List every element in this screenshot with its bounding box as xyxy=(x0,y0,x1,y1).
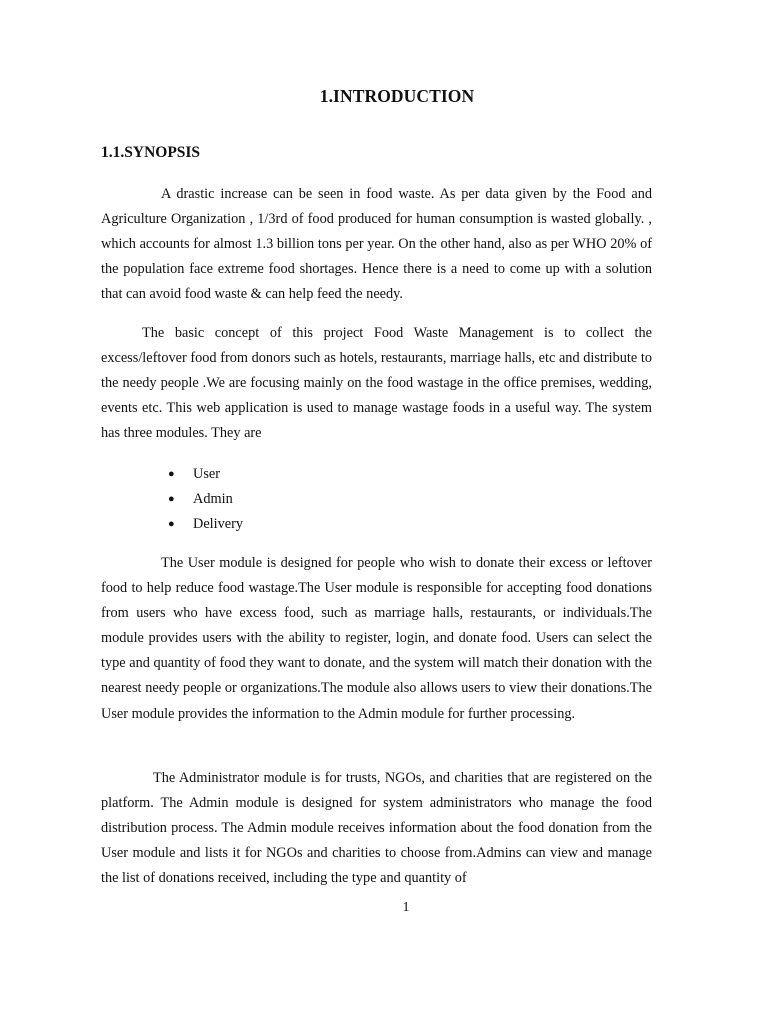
bullet-icon: ● xyxy=(168,518,175,531)
paragraph-user-module: The User module is designed for people who wish to donate their excess or leftover food to help reduce food wastage.The User module is responsible for accepting food donations from users who have excess food, such as marriage halls, restaurants, or individuals.The module provides users with the ability to register, login, and donate food. Users can select the type and quantity of food they want to donate, and the system will match their donation with the nearest needy people or organizations.The module also allows users to view their donations.The User module provides the information to the Admin module for further processing. xyxy=(101,555,652,722)
chapter-title: 1.INTRODUCTION xyxy=(319,86,475,106)
paragraph-project-concept: The basic concept of this project Food Waste Management is to collect the excess/leftover food from donors such as hotels, restaurants, marriage halls, etc and distribute to the needy people .We are focusing mainly on the food wastage in the office premises, wedding, events etc. This web application is used to manage wastage foods in a useful way. The system has three modules. They are xyxy=(101,325,652,442)
list-item xyxy=(165,487,243,512)
list-item xyxy=(165,462,243,487)
paragraph-admin-module: The Administrator module is for trusts, NGOs, and charities that are registered on the platform. The Admin module is designed for system administrators who manage the food distribution process. The Admin module receives information about the food donation from the User module and lists it for NGOs and charities to choose from.Admins can view and manage the list of donations received, including the type and quantity of xyxy=(101,770,652,887)
module-name: Admin xyxy=(193,491,233,508)
module-name: User xyxy=(193,466,220,482)
paragraph-food-waste-statistics: A drastic increase can be seen in food waste. As per data given by the Food and Agriculture Organization , 1/3rd of food produced for human consumption is wasted globally. , which accounts for almost 1.3 billion tons per year. On the other hand, also as per WHO 20% of the population face extreme food shortages. Hence there is a need to come up with a solution that can avoid food waste & can help feed the needy. xyxy=(101,186,652,303)
section-title: 1.1.SYNOPSIS xyxy=(101,144,201,161)
bullet-icon: ● xyxy=(168,468,175,480)
bullet-icon: ● xyxy=(168,493,175,506)
module-list xyxy=(165,462,243,538)
module-name: Delivery xyxy=(193,516,244,533)
list-item xyxy=(165,512,243,537)
page-number: 1 xyxy=(402,900,410,915)
